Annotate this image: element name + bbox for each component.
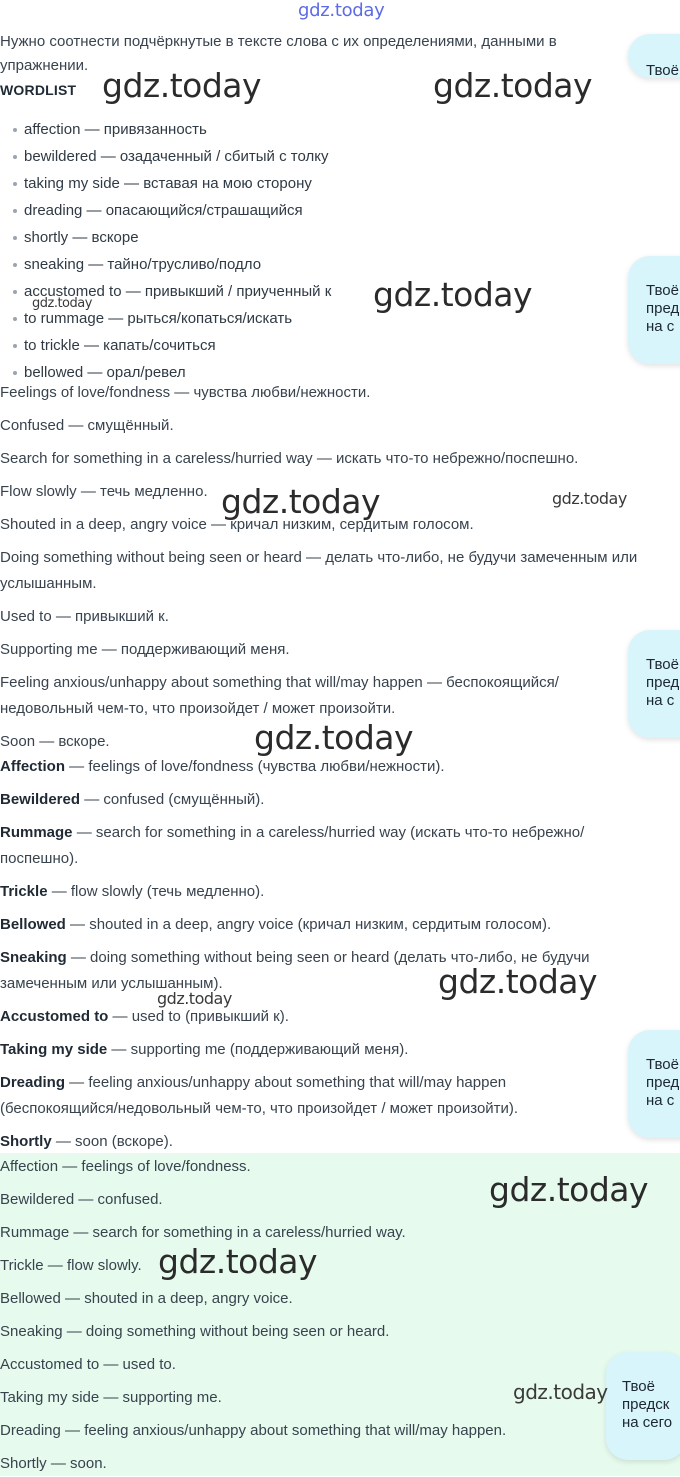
definition-line: Flow slowly — течь медленно. bbox=[0, 483, 208, 500]
watermark: gdz.today bbox=[438, 962, 598, 1001]
match-line bbox=[0, 879, 672, 905]
match-line bbox=[0, 1004, 672, 1030]
wordlist-item: dreading — опасающийся/страшащийся bbox=[0, 197, 331, 224]
definition-line: Feelings of love/fondness — чувства любви/нежности. bbox=[0, 384, 371, 401]
answer-line: Bewildered — confused. bbox=[0, 1191, 163, 1208]
bubble-line: на сего bbox=[622, 1414, 673, 1431]
match-word: Affection bbox=[0, 758, 65, 775]
watermark: gdz.today bbox=[433, 66, 593, 105]
match-definition: — feeling anxious/unhappy about something that will/may happen (беспокоящийся/недовольный чем-то, что произойдет / может произойти). bbox=[0, 1074, 519, 1117]
match-word: Bewildered bbox=[0, 791, 81, 808]
definition-line: Search for something in a careless/hurried way — искать что-то небрежно/поспешно. bbox=[0, 450, 579, 467]
bubble-line: пред bbox=[646, 674, 680, 691]
watermark: gdz.today bbox=[32, 296, 92, 311]
match-line bbox=[0, 912, 672, 938]
match-line bbox=[0, 1070, 625, 1122]
answer-line: Shortly — soon. bbox=[0, 1455, 107, 1472]
match-line bbox=[0, 820, 650, 872]
answer-line: Rummage — search for something in a careless/hurried way. bbox=[0, 1224, 406, 1241]
watermark: gdz.today bbox=[157, 989, 232, 1008]
wordlist-item: sneaking — тайно/трусливо/подло bbox=[0, 251, 331, 278]
prediction-bubble[interactable] bbox=[606, 1352, 680, 1460]
bubble-line: пред bbox=[646, 300, 680, 317]
definition-line: Soon — вскоре. bbox=[0, 733, 110, 750]
wordlist-item: accustomed to — привыкший / приученный к bbox=[0, 278, 331, 305]
bubble-line: Твоё bbox=[646, 282, 679, 299]
bubble-line: на с bbox=[646, 1092, 675, 1109]
definition-line: Supporting me — поддерживающий меня. bbox=[0, 641, 290, 658]
watermark: gdz.today bbox=[552, 489, 627, 508]
match-definition: — flow slowly (течь медленно). bbox=[47, 883, 265, 900]
match-word: Dreading bbox=[0, 1074, 66, 1091]
prediction-bubble[interactable] bbox=[628, 256, 680, 364]
bubble-line: предск bbox=[622, 1396, 670, 1413]
match-line bbox=[0, 754, 672, 780]
wordlist-title: WORDLIST bbox=[0, 82, 77, 98]
answer-line: Trickle — flow slowly. bbox=[0, 1257, 142, 1274]
answer-line: Accustomed to — used to. bbox=[0, 1356, 176, 1373]
definition-line: Used to — привыкший к. bbox=[0, 608, 169, 625]
watermark: gdz.today bbox=[373, 275, 533, 314]
match-definition: — used to (привыкший к). bbox=[108, 1008, 289, 1025]
wordlist-item: bellowed — орал/ревел bbox=[0, 359, 331, 386]
watermark: gdz.today bbox=[513, 1380, 608, 1404]
intro-text: Нужно соотнести подчёркнутые в тексте слова с их определениями, данными в упражнении. bbox=[0, 33, 557, 74]
wordlist-item: bewildered — озадаченный / сбитый с толку bbox=[0, 143, 331, 170]
bubble-line: Твоё bbox=[646, 656, 679, 673]
match-definition: — feelings of love/fondness (чувства любви/нежности). bbox=[65, 758, 445, 775]
wordlist-item: affection — привязанность bbox=[0, 116, 331, 143]
bubble-line: Твоё bbox=[646, 62, 679, 78]
match-definition: — doing something without being seen or heard (делать что-либо, не будучи замеченным или услышанным). bbox=[0, 949, 590, 992]
watermark: gdz.today bbox=[489, 1170, 649, 1209]
bubble-line: пред bbox=[646, 1074, 680, 1091]
match-word: Shortly bbox=[0, 1133, 52, 1150]
match-definition: — search for something in a careless/hurried way (искать что-то небрежно/поспешно). bbox=[0, 824, 585, 867]
watermark: gdz.today bbox=[158, 1242, 318, 1281]
definition-line: Feeling anxious/unhappy about something that will/may happen — беспокоящийся/недовольный чем-то, что произойдет / может произойти. bbox=[0, 674, 559, 717]
answer-line: Dreading — feeling anxious/unhappy about something that will/may happen. bbox=[0, 1422, 507, 1439]
match-line bbox=[0, 1037, 672, 1063]
wordlist-item: shortly — вскоре bbox=[0, 224, 331, 251]
match-definition: — shouted in a deep, angry voice (кричал низким, сердитым голосом). bbox=[65, 916, 552, 933]
match-definition: — soon (вскоре). bbox=[51, 1133, 173, 1150]
bubble-line: на с bbox=[646, 692, 675, 709]
answer-line: Affection — feelings of love/fondness. bbox=[0, 1158, 251, 1175]
watermark: gdz.today bbox=[102, 66, 262, 105]
match-line bbox=[0, 1129, 672, 1155]
watermark: gdz.today bbox=[221, 482, 381, 521]
answer-line: Taking my side — supporting me. bbox=[0, 1389, 222, 1406]
watermark: gdz.today bbox=[254, 718, 414, 757]
answer-line: Sneaking — doing something without being seen or heard. bbox=[0, 1323, 390, 1340]
match-definition: — confused (смущённый). bbox=[80, 791, 265, 808]
prediction-bubble[interactable] bbox=[628, 630, 680, 738]
match-line bbox=[0, 945, 672, 997]
bubble-line: на с bbox=[646, 318, 675, 335]
match-word: Sneaking bbox=[0, 949, 67, 966]
prediction-bubble[interactable] bbox=[628, 34, 680, 78]
wordlist bbox=[0, 116, 331, 386]
match-line bbox=[0, 787, 672, 813]
match-definition: — supporting me (поддерживающий меня). bbox=[107, 1041, 409, 1058]
bubble-line: Твоё bbox=[646, 1056, 679, 1073]
match-word: Bellowed bbox=[0, 916, 66, 933]
definition-line: Shouted in a deep, angry voice — кричал низким, сердитым голосом. bbox=[0, 516, 474, 533]
answer-line: Bellowed — shouted in a deep, angry voice. bbox=[0, 1290, 293, 1307]
wordlist-item: to trickle — капать/сочиться bbox=[0, 332, 331, 359]
match-word: Trickle bbox=[0, 883, 48, 900]
match-word: Taking my side bbox=[0, 1041, 108, 1058]
wordlist-item: taking my side — вставая на мою сторону bbox=[0, 170, 331, 197]
match-word: Rummage bbox=[0, 824, 73, 841]
prediction-bubble[interactable] bbox=[628, 1030, 680, 1138]
match-word: Accustomed to bbox=[0, 1008, 109, 1025]
bubble-line: Твоё bbox=[622, 1378, 655, 1395]
definition-line: Confused — смущённый. bbox=[0, 417, 174, 434]
top-watermark: gdz.today bbox=[298, 0, 385, 21]
wordlist-item: to rummage — рыться/копаться/искать bbox=[0, 305, 331, 332]
definition-line: Doing something without being seen or heard — делать что-либо, не будучи замеченным или услышанным. bbox=[0, 549, 638, 592]
